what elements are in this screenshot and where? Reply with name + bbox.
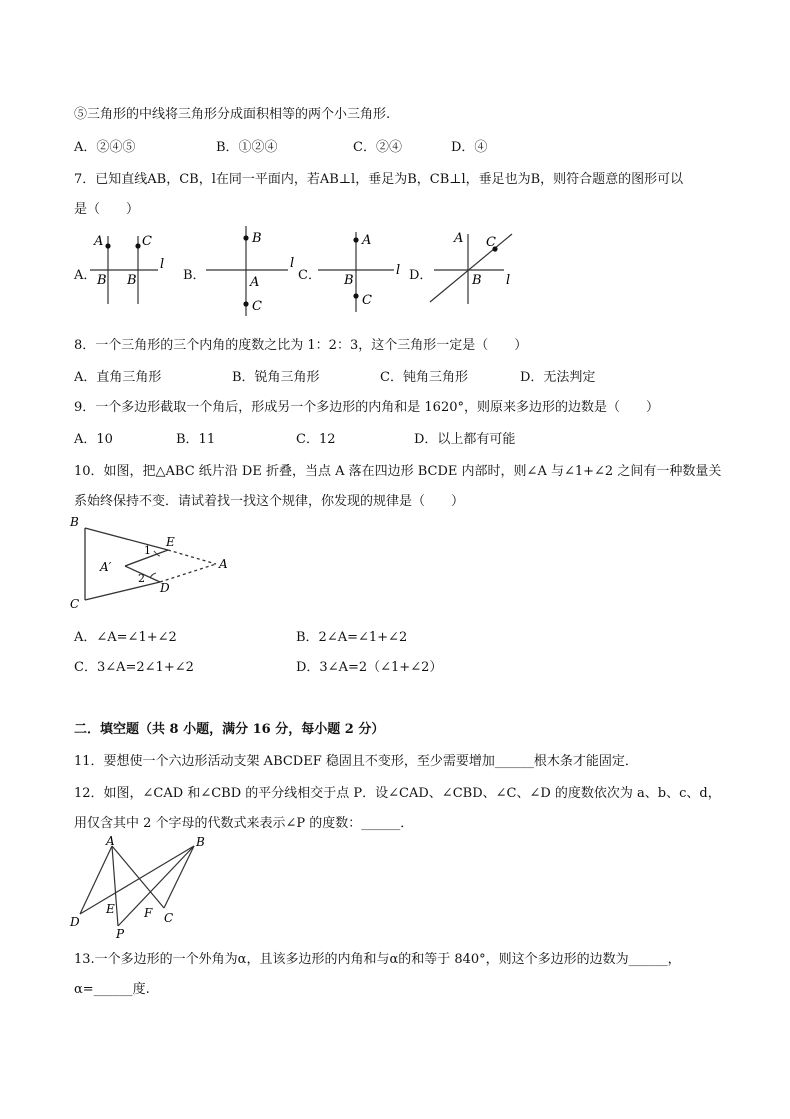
q12-figure	[68, 834, 212, 940]
q7-figure-b	[202, 222, 304, 318]
q10-label-d: D	[160, 581, 170, 595]
q9-stem: 9．一个多边形截取一个角后，形成另一个多边形的内角和是 1620°，则原来多边形的边数是（ ）	[74, 400, 659, 415]
section2-title: 二．填空题（共 8 小题，满分 16 分，每小题 2 分）	[74, 722, 385, 737]
q10-stem-line1: 10．如图，把△ABC 纸片沿 DE 折叠，当点 A 落在四边形 BCDE 内部时，则∠A 与∠1+∠2 之间有一种数量关	[74, 464, 722, 479]
fig-c-label-l: l	[396, 263, 401, 278]
q10-label-b: B	[70, 515, 79, 529]
q6-option-a: A．②④⑤	[74, 140, 136, 155]
q9-option-d: D．以上都有可能	[414, 432, 516, 447]
q7-option-b: B．	[183, 268, 206, 283]
q10-option-a: A．∠A=∠1+∠2	[74, 630, 177, 645]
q7-option-d: D．	[409, 268, 433, 283]
fig-c-label-b: B	[344, 273, 354, 288]
q8-option-d: D．无法判定	[520, 370, 596, 385]
q10-label-a: A	[219, 557, 228, 571]
q7-option-c: C．	[298, 268, 321, 283]
q8-option-b: B．锐角三角形	[232, 370, 320, 385]
q12-label-c: C	[164, 911, 174, 925]
q12-label-f: F	[144, 906, 153, 920]
q12-stem-line1: 12．如图，∠CAD 和∠CBD 的平分线相交于点 P．设∠CAD、∠CBD、∠C、∠D 的度数依次为 a、b、c、d，	[74, 786, 721, 801]
q10-option-d: D．3∠A=2（∠1+∠2）	[296, 660, 443, 675]
q8-option-a: A．直角三角形	[74, 370, 162, 385]
q7-option-a: A．	[74, 268, 97, 283]
q6-item5: ⑤三角形的中线将三角形分成面积相等的两个小三角形.	[74, 107, 391, 122]
q8-stem: 8．一个三角形的三个内角的度数之比为 1：2：3，这个三角形一定是（ ）	[74, 338, 528, 353]
fig-a-label-l: l	[160, 257, 165, 272]
q10-stem-line2: 系始终保持不变．请试着找一找这个规律，你发现的规律是（ ）	[74, 494, 465, 509]
q10-label-angle2: 2	[138, 572, 145, 585]
q11-stem: 11．要想使一个六边形活动支架 ABCDEF 稳固且不变形，至少需要增加______根木条才能固定．	[74, 754, 638, 769]
q10-label-c: C	[70, 597, 80, 611]
fig-d-label-b: B	[472, 273, 482, 288]
q12-label-a: A	[106, 834, 115, 848]
q12-label-e: E	[106, 902, 115, 916]
q9-option-a: A．10	[74, 432, 113, 447]
q9-option-b: B．11	[176, 432, 216, 447]
fig-b-label-l: l	[290, 256, 295, 271]
q10-figure	[68, 512, 236, 612]
q7-figure-d	[426, 226, 522, 308]
fig-c-label-c: C	[362, 293, 372, 308]
q12-label-d: D	[70, 915, 80, 929]
fig-a-label-b2: B	[127, 273, 137, 288]
q12-label-p: P	[116, 927, 125, 940]
q7-figure-a	[86, 228, 178, 308]
q10-label-a-prime: A′	[100, 560, 112, 574]
fig-b-label-a: A	[250, 275, 260, 290]
q12-stem-line2: 用仅含其中 2 个字母的代数式来表示∠P 的度数：______．	[74, 816, 414, 831]
q13-stem-line1: 13.一个多边形的一个外角为α，且该多边形的内角和与α的和等于 840°，则这个多边形的边数为______，	[74, 952, 681, 967]
q10-option-c: C．3∠A=2∠1+∠2	[74, 660, 194, 675]
q6-option-d: D．④	[451, 140, 488, 155]
fig-d-label-l: l	[506, 273, 511, 288]
fig-a-label-a: A	[94, 234, 104, 249]
fig-b-label-c: C	[252, 299, 262, 314]
fig-a-label-b1: B	[97, 273, 107, 288]
fig-c-label-a: A	[362, 233, 372, 248]
q10-label-angle1: 1	[144, 544, 151, 557]
q9-option-c: C．12	[296, 432, 336, 447]
fig-d-label-a: A	[454, 231, 464, 246]
q6-option-c: C．②④	[353, 140, 402, 155]
q12-label-b: B	[196, 835, 205, 849]
q6-option-b: B．①②④	[216, 140, 278, 155]
q7-stem-line2: 是（ ）	[74, 202, 140, 217]
q7-stem-line1: 7．已知直线AB，CB，l在同一平面内，若AB⊥l，垂足为B，CB⊥l，垂足也为B，则符合题意的图形可以	[74, 172, 684, 187]
fig-b-label-b: B	[252, 231, 262, 246]
fig-a-label-c: C	[142, 234, 152, 249]
q10-option-b: B．2∠A=∠1+∠2	[296, 630, 408, 645]
q13-stem-line2: α=______度.	[74, 982, 150, 997]
q7-figure-c	[316, 228, 408, 316]
fig-d-label-c: C	[486, 235, 496, 250]
q10-label-e: E	[166, 535, 175, 549]
q8-option-c: C．钝角三角形	[380, 370, 468, 385]
